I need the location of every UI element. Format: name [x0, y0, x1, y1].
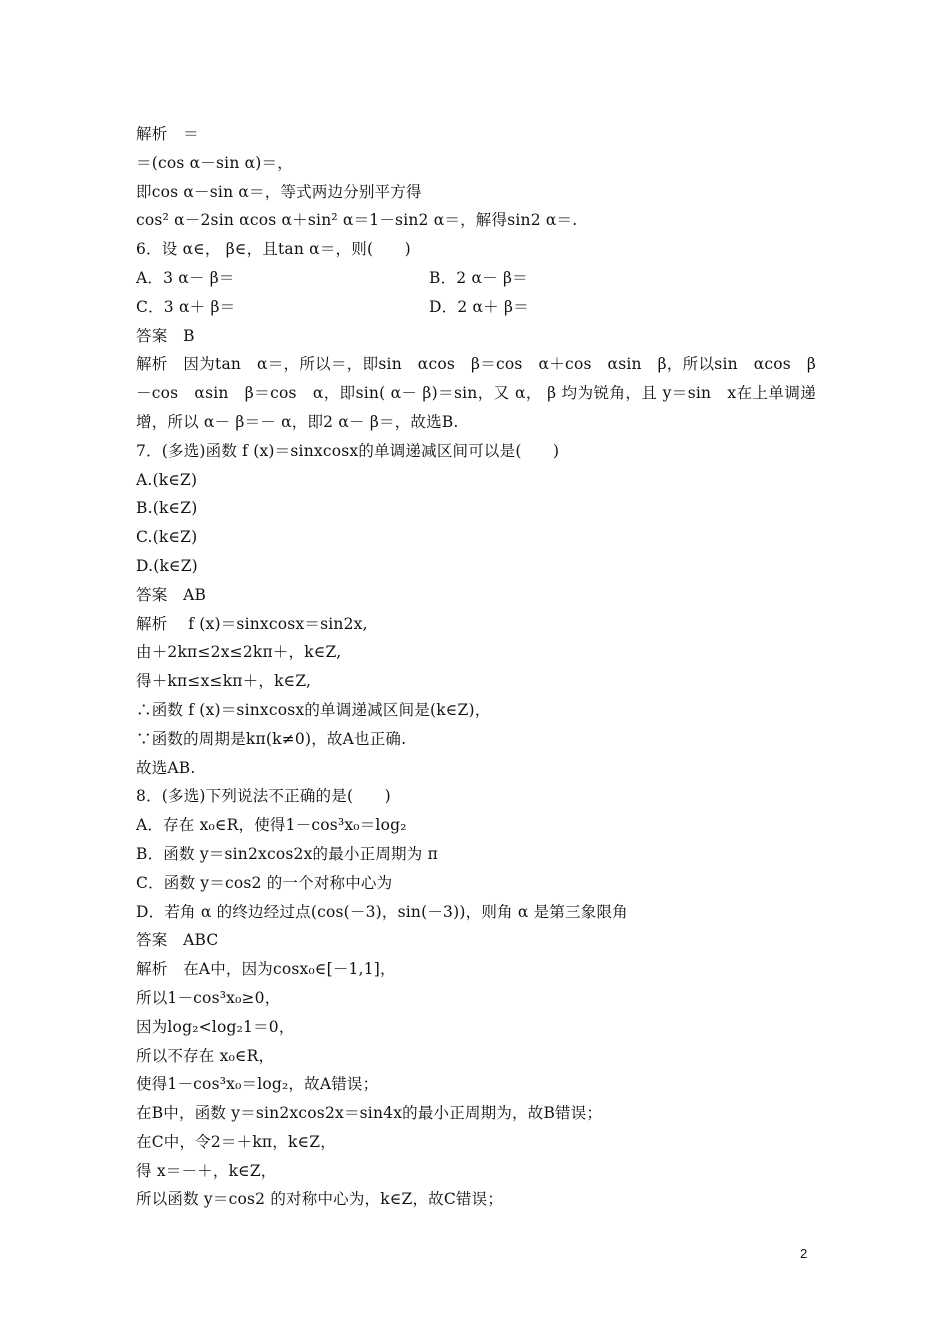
question-7: 7．(多选)函数 f (x)＝sinxcosx的单调递减区间可以是( ) [136, 441, 560, 460]
text-line: 因为log₂<log₂1＝0， [136, 1017, 295, 1036]
option-c: C．函数 y＝cos2 的一个对称中心为 [136, 873, 393, 892]
q7-answer: 答案 AB [136, 585, 207, 604]
question-8: 8．(多选)下列说法不正确的是( ) [136, 787, 391, 806]
text-line: 所以函数 y＝cos2 的对称中心为，k∈Z，故C错误； [136, 1190, 504, 1209]
option-a: A.(k∈Z) [136, 470, 198, 489]
text-line: 解析 ＝ [136, 125, 199, 143]
question-6: 6．设 α∈， β∈，且tan α＝，则( ) [136, 240, 411, 259]
text-line: 由＋2kπ≤2x≤2kπ＋，k∈Z, [136, 643, 342, 662]
text-line: 使得1－cos³x₀＝log₂，故A错误； [136, 1075, 379, 1094]
text-line: 所以不存在 x₀∈R， [136, 1046, 275, 1065]
text-line: 所以1－cos³x₀≥0， [136, 988, 281, 1007]
page-content [136, 120, 816, 1214]
text-line: 故选AB. [136, 758, 196, 777]
q6-answer: 答案 B [136, 326, 195, 345]
q8-answer: 答案 ABC [136, 931, 219, 950]
option-b: B．2 α－ β＝ [429, 268, 528, 287]
option-d: D．若角 α 的终边经过点(cos(－3)，sin(－3))，则角 α 是第三象限角 [136, 902, 628, 921]
text-line: ∴函数 f (x)＝sinxcosx的单调递减区间是(k∈Z)， [136, 700, 491, 719]
text-line: ＝(cos α－sin α)＝， [136, 153, 293, 172]
text-line: 得＋kπ≤x≤kπ＋，k∈Z, [136, 672, 312, 691]
q6-analysis: 解析 因为tan α＝，所以＝，即sin αcos β＝cos α＋cos αsin β，所以sin αcos β－cos αsin β＝cos α，即sin( α－ β)＝sin，又 α， β 均为锐角，且 y＝sin x在上单调递增，所以 α－ β＝－ α，即2 α－ β＝，故选B. [136, 355, 816, 431]
text-line: 得 x＝－＋，k∈Z， [136, 1161, 277, 1180]
text-line: 在B中，函数 y＝sin2xcos2x＝sin4x的最小正周期为，故B错误； [136, 1104, 603, 1123]
option-a: A．存在 x₀∈R，使得1－cos³x₀＝log₂ [136, 816, 407, 835]
text-line: 解析 在A中，因为cosx₀∈[－1,1]， [136, 960, 396, 979]
option-b: B.(k∈Z) [136, 499, 198, 518]
option-c: C.(k∈Z) [136, 528, 198, 547]
option-d: D．2 α＋ β＝ [429, 297, 529, 316]
text-line: 即cos α－sin α＝，等式两边分别平方得 [136, 182, 422, 201]
option-a: A．3 α－ β＝ [136, 268, 235, 287]
q6-options-row [136, 293, 816, 322]
text-line: 解析 f (x)＝sinxcosx＝sin2x, [136, 614, 368, 633]
text-line: ∵函数的周期是kπ(k≠0)，故A也正确. [136, 729, 407, 748]
option-c: C．3 α＋ β＝ [136, 297, 236, 316]
option-d: D.(k∈Z) [136, 556, 198, 575]
option-b: B．函数 y＝sin2xcos2x的最小正周期为 π [136, 844, 438, 863]
text-line: cos² α－2sin αcos α＋sin² α＝1－sin2 α＝，解得sin2 α＝. [136, 211, 578, 230]
page-number: 2 [800, 1246, 808, 1261]
text-line: 在C中，令2＝＋kπ，k∈Z， [136, 1132, 336, 1151]
q6-options-row [136, 264, 816, 293]
